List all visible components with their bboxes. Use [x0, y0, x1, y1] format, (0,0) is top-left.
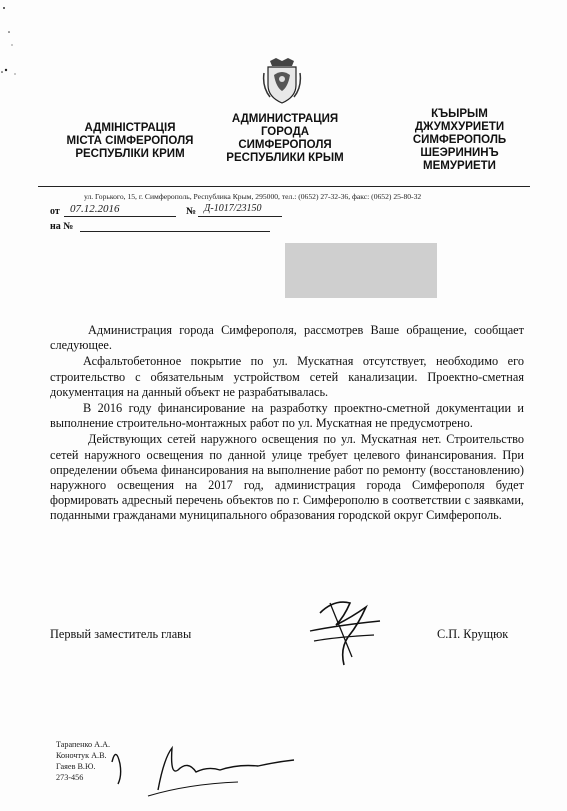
- letter-body: [50, 323, 524, 525]
- crimea-coat-of-arms-icon: [262, 57, 302, 105]
- executors-list: Тарапенко А.А. Коночтук А.В. Гаяев В.Ю. 273-456: [56, 740, 111, 782]
- number-value: Д-1017/23150: [204, 203, 262, 214]
- number-field-line: [198, 216, 282, 217]
- date-field-line: [64, 216, 176, 217]
- paragraph: Администрация города Симферополя, рассмотрев Ваше обращение, сообщает следующее.: [50, 323, 524, 353]
- paragraph: В 2016 году финансирование на разработку проектно-сметной документации и выполнение строительно-монтажных работ по ул. Мускатная не предусмотрено.: [50, 401, 524, 431]
- redacted-recipient: [285, 243, 437, 298]
- address-line: ул. Горького, 15, г. Симферополь, Республика Крым, 295000, тел.: (0652) 27-32-36, факс: (0652) 25-80-32: [84, 192, 422, 201]
- paragraph: Действующих сетей наружного освещения по ул. Мускатная нет. Строительство сетей наружного освещения по данной улице требует целевого финансирования. При определении объема финансирования на выполнение работ по ремонту (восстановлению) наружного освещения на 2017 год, администрация города Симферополя будет формировать адресный перечень объектов по г. Симферополю в соответствии с заявками, поданными гражданами муниципального образования городской округ Симферополь.: [50, 432, 524, 523]
- scan-noise: [0, 0, 70, 90]
- header-crimean-tatar: КЪЫРЫМ ДЖУМХУРИЕТИ СИМФЕРОПОЛЬ ШЕЭРИНИНЪ МЕМУРИЕТИ: [412, 108, 507, 172]
- handwritten-signature: [300, 595, 390, 670]
- signatory-role: Первый заместитель главы: [50, 627, 192, 641]
- header-ukrainian: АДМІНІСТРАЦІЯ МІСТА СІМФЕРОПОЛЯ РЕСПУБЛІКИ КРИМ: [66, 122, 194, 160]
- header-divider: [38, 186, 530, 187]
- paragraph: Асфальтобетонное покрытие по ул. Мускатная отсутствует, необходимо его строительство с обязательным устройством сетей канализации. Проектно-сметная документация на данный объект не разрабатывалась.: [50, 354, 524, 399]
- reference-field-line: [80, 231, 270, 232]
- reference-label: на №: [50, 221, 74, 232]
- executor-signature: [108, 740, 298, 805]
- date-value: 07.12.2016: [70, 203, 120, 215]
- signatory-name: С.П. Крущюк: [437, 627, 509, 641]
- number-label: №: [186, 206, 197, 217]
- header-russian: АДМИНИСТРАЦИЯ ГОРОДА СИМФЕРОПОЛЯ РЕСПУБЛИКИ КРЫМ: [226, 113, 344, 164]
- date-label: от: [50, 206, 60, 217]
